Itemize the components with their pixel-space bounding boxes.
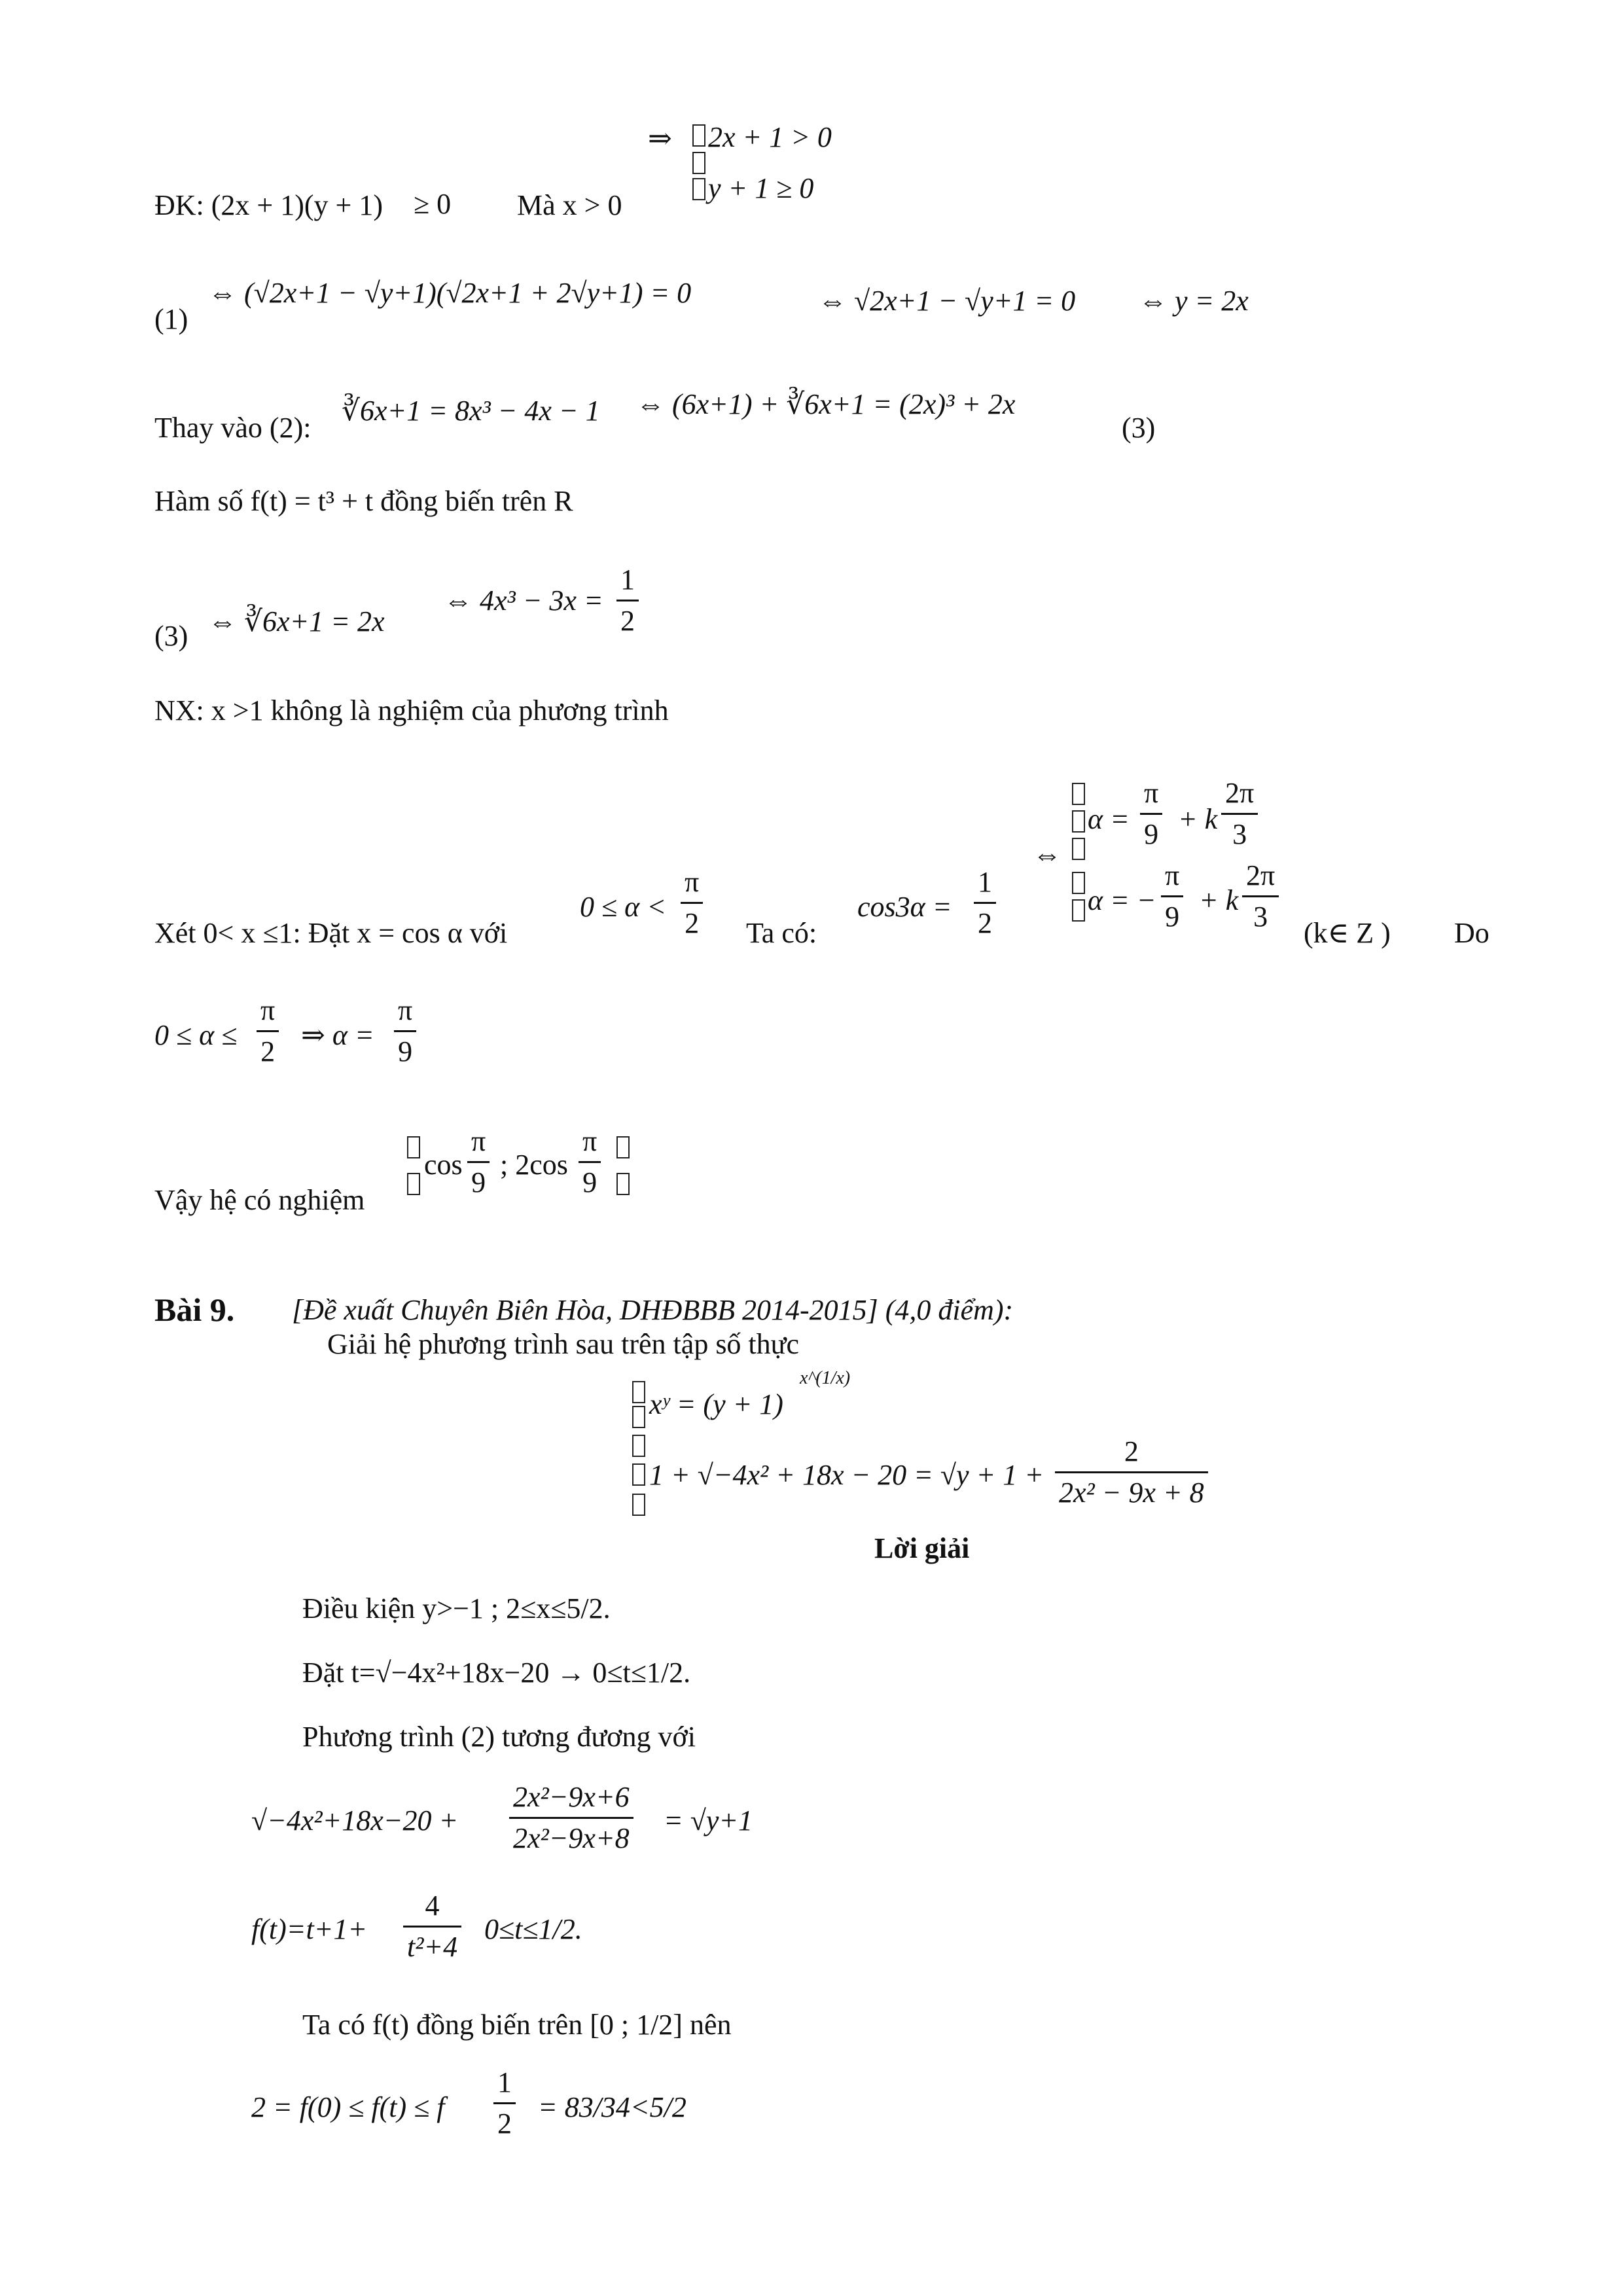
fraction-denominator: 3 bbox=[1221, 813, 1258, 849]
fraction-numerator: π bbox=[398, 994, 413, 1026]
solution-2-pre: α = − bbox=[1088, 884, 1156, 916]
brace-glyph bbox=[1072, 872, 1085, 894]
eq-2-substituted: ∛6x+1 = 8x³ − 4x − 1 bbox=[342, 395, 600, 427]
alpha-bound-pre: 0 ≤ α ≤ bbox=[154, 1019, 238, 1051]
eq-1-simplified: ⇔ √2x+1 − √y+1 = 0 bbox=[818, 285, 1076, 317]
equivalence-arrow: ⇔ bbox=[1033, 838, 1061, 870]
cos-equation: cos3α = bbox=[857, 891, 952, 923]
condition-line: Điều kiện y>−1 ; 2≤x≤5/2. bbox=[302, 1592, 611, 1624]
fraction-2pi-over-3 bbox=[1242, 861, 1279, 931]
condition-1: 2x + 1 > 0 bbox=[708, 121, 832, 153]
brace-glyph bbox=[692, 152, 705, 174]
dk-geq: ≥ 0 bbox=[414, 188, 452, 220]
monotone-line: Ta có f(t) đồng biến trên [0 ; 1/2] nên bbox=[302, 2009, 732, 2041]
fraction-numerator: π bbox=[1144, 777, 1159, 809]
dk-mx: Mà x > 0 bbox=[517, 189, 622, 221]
fraction-numerator: π bbox=[260, 994, 276, 1026]
fraction-one-half bbox=[616, 565, 639, 636]
final-bound-post: = 83/34<5/2 bbox=[538, 2091, 687, 2123]
brace-glyph bbox=[632, 1463, 645, 1486]
implies-arrow: ⇒ bbox=[648, 122, 672, 154]
do-word: Do bbox=[1454, 917, 1489, 949]
fraction-denominator: t²+4 bbox=[403, 1926, 461, 1962]
monotone-statement: Hàm số f(t) = t³ + t đồng biến trên R bbox=[154, 485, 573, 517]
eq-a-right: = √y+1 bbox=[664, 1804, 753, 1837]
ta-co-label: Ta có: bbox=[746, 917, 817, 949]
fraction-numerator: 2π bbox=[1246, 859, 1275, 891]
fraction-pi-over-9 bbox=[1161, 861, 1183, 931]
fraction-numerator: π bbox=[582, 1125, 597, 1157]
problem-title: Bài 9. bbox=[154, 1291, 235, 1328]
brace-glyph bbox=[632, 1406, 645, 1428]
dk-label: ĐK: (2x + 1)(y + 1) bbox=[154, 189, 383, 221]
fraction-denominator: 2x²−9x+8 bbox=[509, 1817, 633, 1853]
remark-nx: NX: x >1 không là nghiệm của phương trình bbox=[154, 694, 669, 726]
fraction-numerator: π bbox=[1165, 859, 1180, 891]
eq-a-left: √−4x²+18x−20 + bbox=[251, 1804, 459, 1837]
eq-a-fraction bbox=[509, 1783, 633, 1853]
final-bound-pre: 2 = f(0) ≤ f(t) ≤ f bbox=[251, 2091, 445, 2123]
fraction-denominator: 2 bbox=[974, 902, 996, 938]
fraction-pi-over-9 bbox=[467, 1127, 490, 1197]
fraction-2pi-over-3 bbox=[1221, 779, 1258, 849]
substitution-line: Đặt t=√−4x²+18x−20 → 0≤t≤1/2. bbox=[302, 1657, 691, 1689]
paren-glyph bbox=[616, 1136, 630, 1158]
fraction-numerator: 4 bbox=[425, 1890, 440, 1922]
system-eq-1: xʸ = (y + 1) bbox=[649, 1388, 783, 1420]
system-eq-1-exponent: x^(1/x) bbox=[800, 1368, 851, 1388]
fraction-pi-over-2 bbox=[257, 996, 279, 1066]
consider-range: Xét 0< x ≤1: Đặt x = cos α với bbox=[154, 917, 508, 949]
fraction-numerator: 2x²−9x+6 bbox=[513, 1781, 630, 1813]
fraction-numerator: 1 bbox=[978, 866, 992, 898]
plus-k: + k bbox=[1199, 884, 1239, 916]
fraction-denominator: 9 bbox=[1161, 895, 1183, 931]
eq-1-factor: ⇔ (√2x+1 − √y+1)(√2x+1 + 2√y+1) = 0 bbox=[208, 277, 692, 309]
fraction-denominator: 2x² − 9x + 8 bbox=[1055, 1471, 1208, 1507]
solution-heading: Lời giải bbox=[874, 1532, 970, 1564]
eq-3-cubic: ⇔ 4x³ − 3x = bbox=[444, 584, 603, 617]
fraction-one-half bbox=[974, 868, 996, 938]
k-in-z: (k∈ Z ) bbox=[1304, 917, 1391, 949]
problem-task: Giải hệ phương trình sau trên tập số thực bbox=[327, 1328, 800, 1360]
alpha-range-pre: 0 ≤ α < bbox=[580, 891, 666, 923]
ft-definition: f(t)=t+1+ bbox=[251, 1913, 368, 1945]
fraction-denominator: 3 bbox=[1242, 895, 1279, 931]
fraction-denominator: 2 bbox=[493, 2102, 516, 2138]
fraction-one-half bbox=[493, 2068, 516, 2138]
brace-glyph bbox=[692, 178, 705, 200]
condition-2: y + 1 ≥ 0 bbox=[708, 172, 814, 204]
paren-glyph bbox=[616, 1173, 630, 1195]
fraction-numerator: π bbox=[685, 866, 700, 898]
brace-glyph bbox=[692, 124, 705, 147]
fraction-denominator: 9 bbox=[467, 1161, 490, 1197]
system-eq-2: 1 + √−4x² + 18x − 20 = √y + 1 + bbox=[649, 1459, 1044, 1491]
brace-glyph bbox=[632, 1435, 645, 1457]
cos-term: cos bbox=[424, 1149, 463, 1181]
fraction-pi-over-9 bbox=[1140, 779, 1162, 849]
fraction-denominator: 9 bbox=[394, 1030, 416, 1066]
fraction-numerator: 2π bbox=[1225, 777, 1255, 809]
cos-term-2: ; 2cos bbox=[500, 1149, 568, 1181]
eq-3-root: ⇔ ∛6x+1 = 2x bbox=[208, 605, 385, 637]
brace-glyph bbox=[1072, 899, 1085, 922]
fraction-denominator: 2 bbox=[616, 600, 639, 636]
ft-fraction bbox=[403, 1892, 461, 1962]
paren-glyph bbox=[407, 1173, 420, 1195]
fraction-denominator: 2 bbox=[257, 1030, 279, 1066]
fraction-numerator: π bbox=[471, 1125, 486, 1157]
alpha-result: ⇒ α = bbox=[301, 1019, 374, 1051]
equivalent-line: Phương trình (2) tương đương với bbox=[302, 1721, 696, 1753]
fraction-numerator: 2 bbox=[1124, 1435, 1139, 1467]
eq-label-3: (3) bbox=[154, 620, 188, 652]
fraction-numerator: 1 bbox=[620, 564, 635, 596]
fraction-pi-over-2 bbox=[681, 868, 703, 938]
brace-glyph bbox=[1072, 810, 1085, 833]
substitute-label: Thay vào (2): bbox=[154, 412, 312, 444]
ft-domain: 0≤t≤1/2. bbox=[484, 1913, 582, 1945]
brace-glyph bbox=[1072, 783, 1085, 805]
brace-glyph bbox=[1072, 838, 1085, 860]
fraction-numerator: 1 bbox=[497, 2066, 512, 2098]
eq-3-form: ⇔ (6x+1) + ∛6x+1 = (2x)³ + 2x bbox=[636, 388, 1016, 420]
system-eq-2-fraction bbox=[1055, 1437, 1208, 1507]
fraction-pi-over-9 bbox=[394, 996, 416, 1066]
eq-tag-3: (3) bbox=[1122, 412, 1156, 444]
conclusion-label: Vậy hệ có nghiệm bbox=[154, 1184, 365, 1216]
fraction-denominator: 9 bbox=[1140, 813, 1162, 849]
eq-label-1: (1) bbox=[154, 303, 188, 335]
plus-k: + k bbox=[1178, 803, 1218, 835]
fraction-pi-over-9 bbox=[579, 1127, 601, 1197]
paren-glyph bbox=[407, 1136, 420, 1158]
brace-glyph bbox=[632, 1381, 645, 1403]
solution-1-pre: α = bbox=[1088, 803, 1130, 835]
fraction-denominator: 9 bbox=[579, 1161, 601, 1197]
problem-source: [Đề xuất Chuyên Biên Hòa, DHĐBBB 2014-2015] (4,0 điểm): bbox=[292, 1294, 1014, 1326]
brace-glyph bbox=[632, 1494, 645, 1516]
fraction-denominator: 2 bbox=[681, 902, 703, 938]
eq-1-result: ⇔ y = 2x bbox=[1139, 285, 1249, 317]
